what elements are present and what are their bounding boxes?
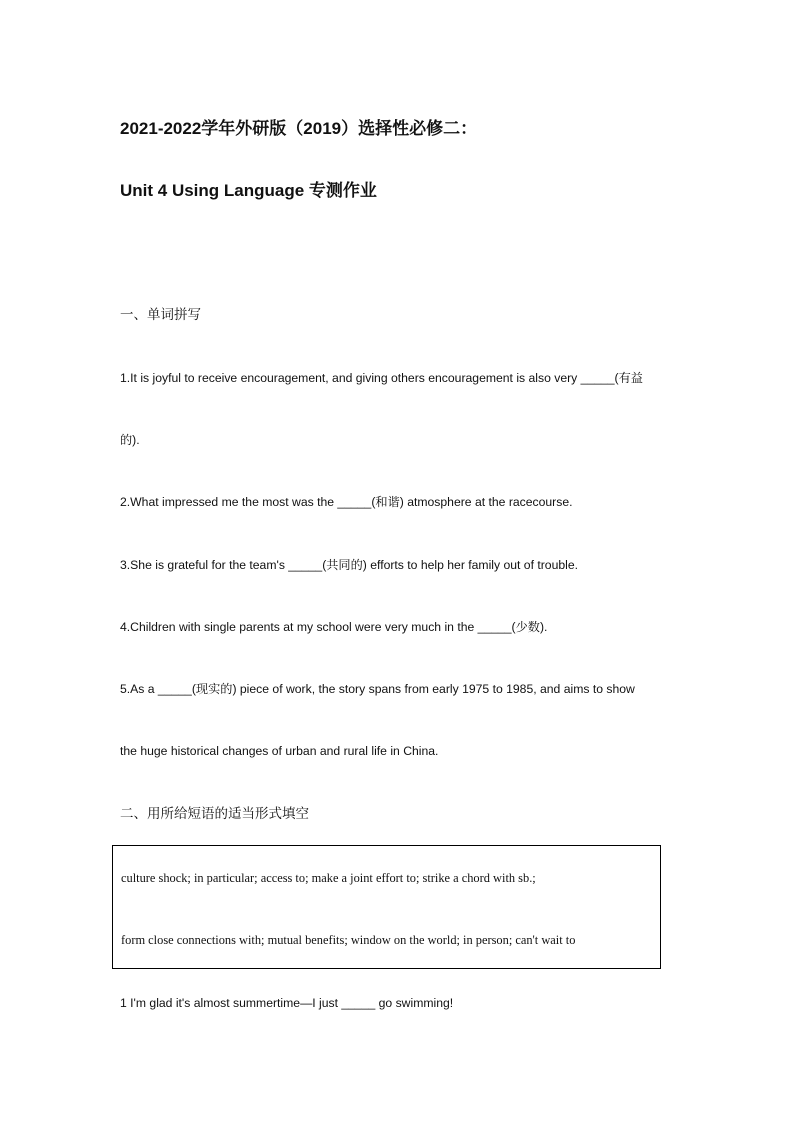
section-heading-spelling: 一、单词拼写: [120, 307, 201, 322]
question-1-line-2: 的).: [120, 433, 140, 447]
section-heading-phrases: 二、用所给短语的适当形式填空: [120, 806, 309, 821]
question-3: 3.She is grateful for the team's _____(共同的) efforts to help her family out of trouble.: [120, 558, 579, 572]
question-1-line-1: 1.It is joyful to receive encouragement, and giving others encouragement is also very _____(有益: [120, 371, 643, 385]
question-5-line-1: 5.As a _____(现实的) piece of work, the story spans from early 1975 to 1985, and aims to show: [120, 682, 635, 696]
question-4: 4.Children with single parents at my school were very much in the _____(少数).: [120, 620, 548, 634]
question-5-line-2: the huge historical changes of urban and rural life in China.: [120, 744, 439, 758]
document-subtitle: Unit 4 Using Language 专测作业: [120, 181, 377, 200]
phrase-question-1: 1 I'm glad it's almost summertime—I just _____ go swimming!: [120, 996, 454, 1010]
question-2: 2.What impressed me the most was the _____(和谐) atmosphere at the racecourse.: [120, 495, 573, 509]
phrase-box-line-1: culture shock; in particular; access to; make a joint effort to; strike a chord with sb.;: [121, 871, 536, 885]
phrase-box-line-2: form close connections with; mutual benefits; window on the world; in person; can't wait to: [121, 933, 576, 947]
phrase-box: [112, 845, 661, 969]
document-title: 2021-2022学年外研版（2019）选择性必修二：: [120, 119, 478, 138]
